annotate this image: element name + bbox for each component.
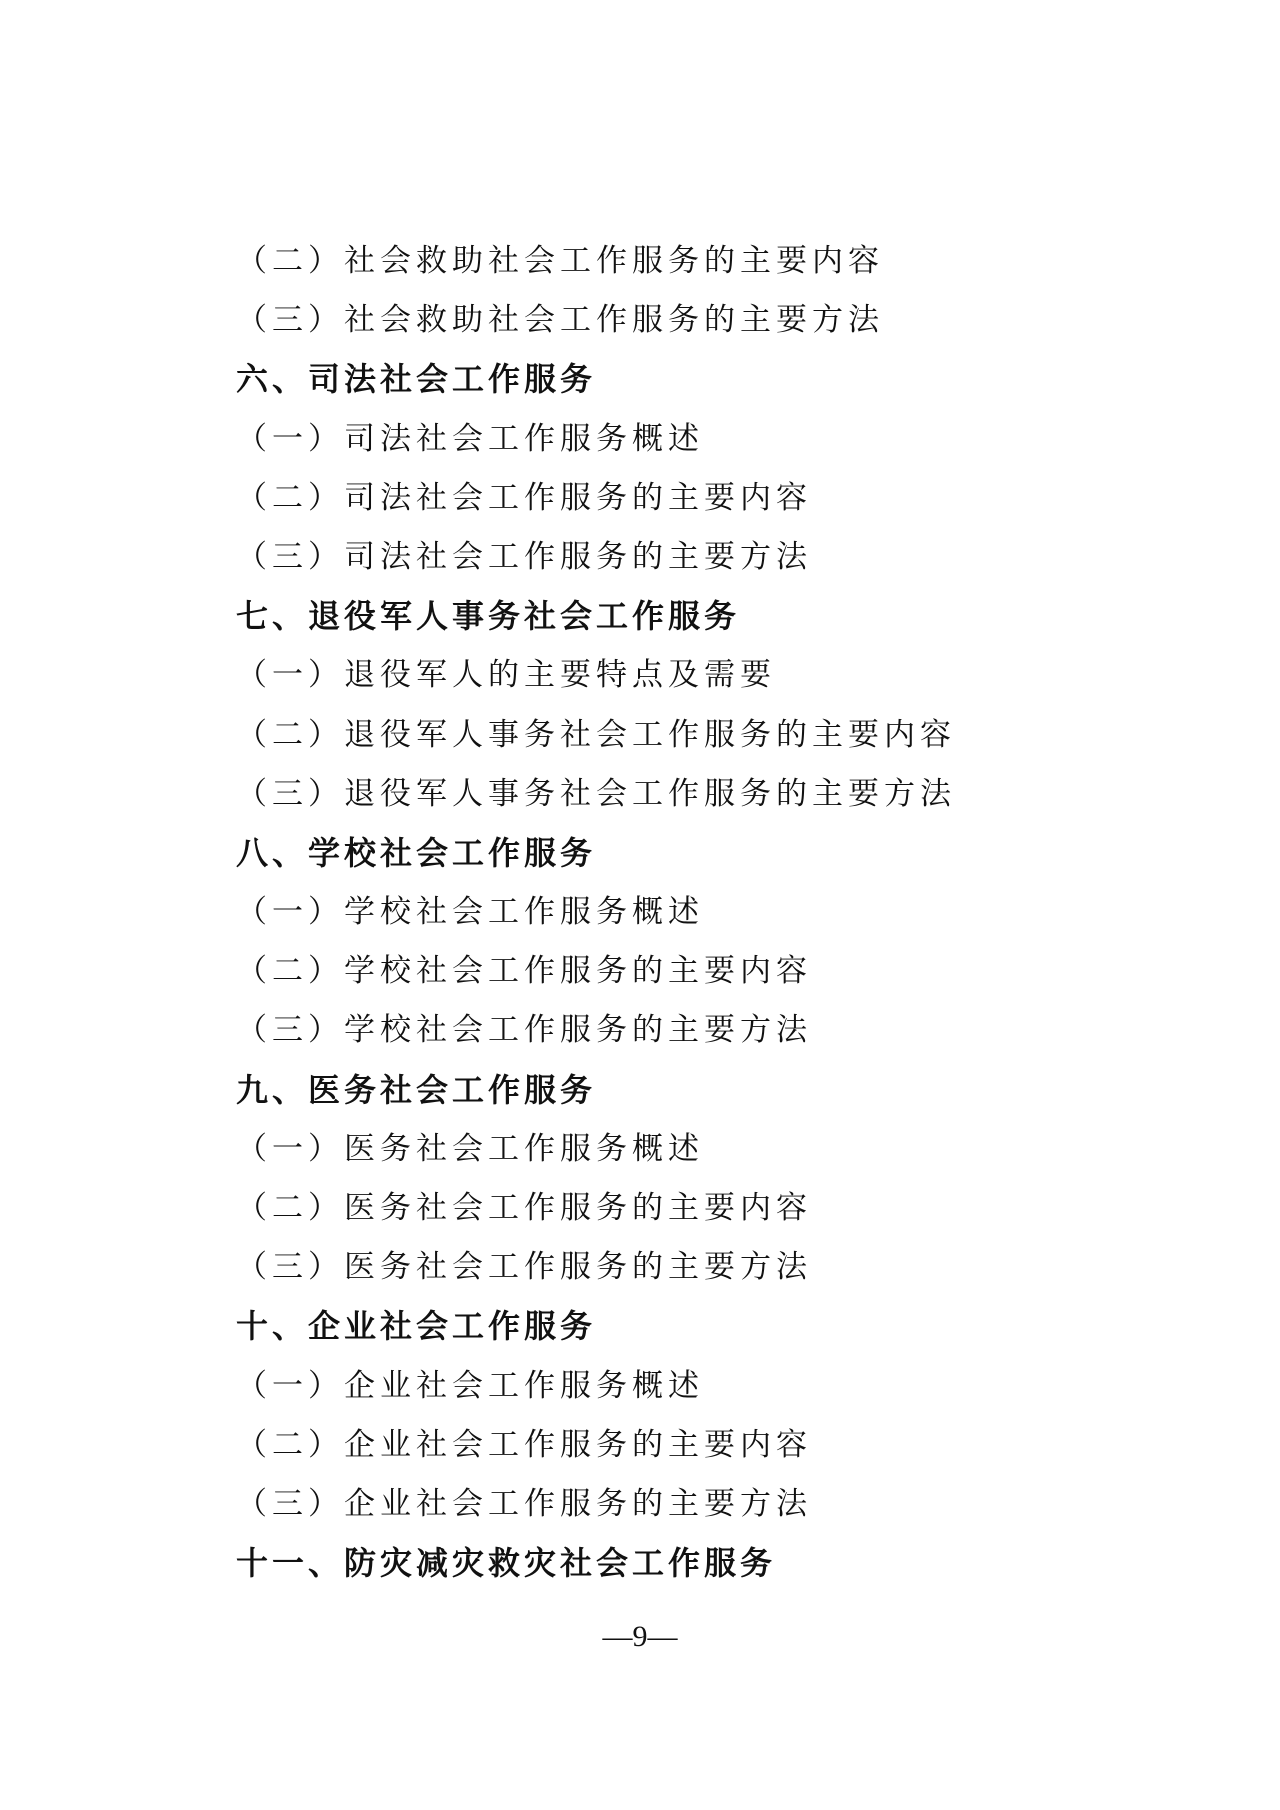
subsection-item: （二）社会救助社会工作服务的主要内容: [236, 243, 884, 279]
section-heading: 八、学校社会工作服务: [236, 833, 597, 872]
section-heading: 十一、防灾减灾救灾社会工作服务: [236, 1544, 777, 1583]
subsection-item: （三）司法社会工作服务的主要方法: [236, 538, 812, 575]
subsection-item: （二）学校社会工作服务的主要内容: [236, 953, 812, 990]
subsection-item: （二）企业社会工作服务的主要内容: [236, 1426, 812, 1463]
subsection-item: （三）退役军人事务社会工作服务的主要方法: [236, 775, 956, 812]
subsection-item: （二）司法社会工作服务的主要内容: [236, 479, 812, 516]
section-heading: 七、退役军人事务社会工作服务: [236, 597, 741, 636]
subsection-item: （一）司法社会工作服务概述: [236, 420, 704, 457]
section-heading: 九、医务社会工作服务: [236, 1070, 597, 1109]
section-heading: 六、司法社会工作服务: [236, 360, 597, 399]
subsection-item: （三）企业社会工作服务的主要方法: [236, 1485, 812, 1522]
subsection-item: （三）医务社会工作服务的主要方法: [236, 1249, 812, 1286]
subsection-item: （二）医务社会工作服务的主要内容: [236, 1190, 812, 1226]
subsection-item: （三）社会救助社会工作服务的主要方法: [236, 302, 884, 339]
outline-list: [236, 232, 956, 1593]
subsection-item: （一）医务社会工作服务概述: [236, 1130, 704, 1167]
section-heading: 十、企业社会工作服务: [236, 1307, 597, 1346]
subsection-item: （三）学校社会工作服务的主要方法: [236, 1012, 812, 1049]
subsection-item: （一）企业社会工作服务概述: [236, 1367, 704, 1404]
subsection-item: （一）退役军人的主要特点及需要: [236, 657, 776, 694]
subsection-item: （二）退役军人事务社会工作服务的主要内容: [236, 716, 956, 753]
subsection-item: （一）学校社会工作服务概述: [236, 894, 704, 931]
page-number: —9—: [602, 1620, 678, 1653]
